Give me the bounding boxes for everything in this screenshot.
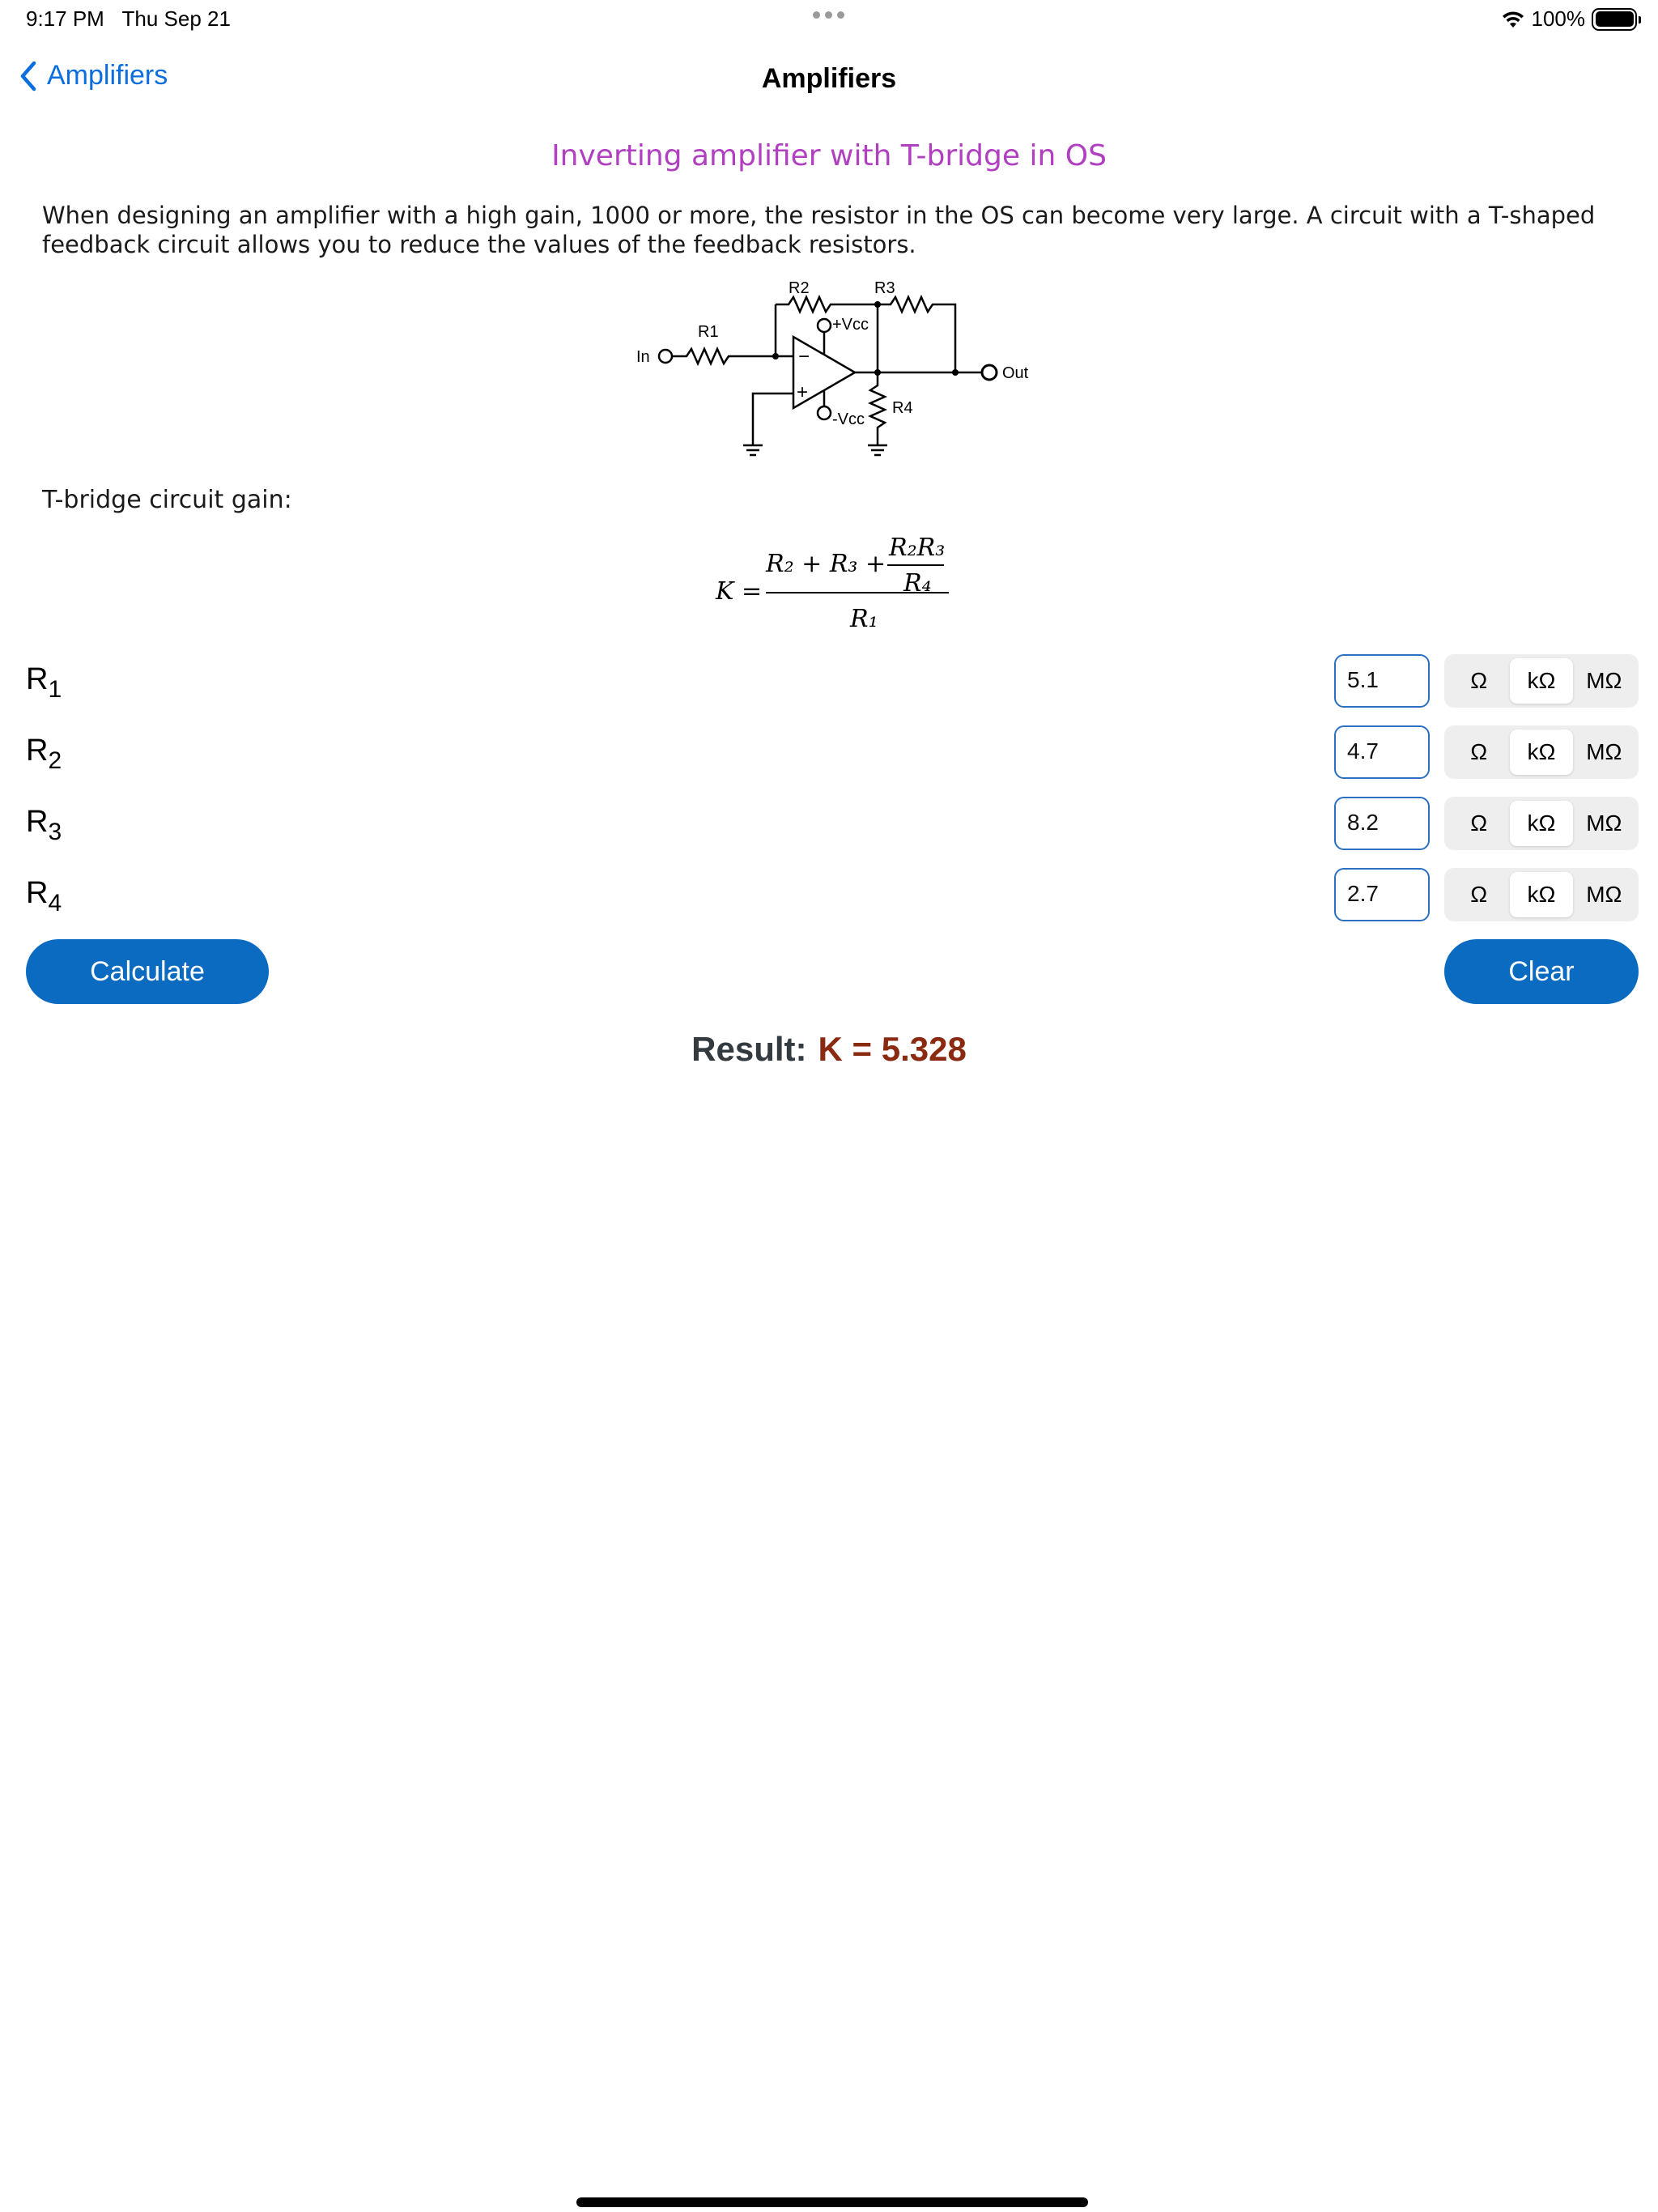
status-clock: 9:17 PM <box>26 6 104 31</box>
wifi-icon <box>1501 10 1525 29</box>
unit-ohm-option[interactable]: Ω <box>1470 810 1488 836</box>
calculate-button[interactable]: Calculate <box>26 939 269 1004</box>
back-label: Amplifiers <box>47 60 168 91</box>
formula-lhs: K = <box>716 577 763 606</box>
multitasking-dots-icon[interactable] <box>813 8 852 24</box>
r3-value-input[interactable]: 8.2 <box>1334 797 1430 850</box>
r4-unit-selector[interactable] <box>1444 868 1639 921</box>
description-text: When designing an amplifier with a high gain, 1000 or more, the resistor in the OS can become very large. A circuit with a T-shaped feedback circuit allows you to reduce the values of the feedback resistors. <box>42 202 1596 258</box>
clear-button[interactable]: Clear <box>1444 939 1639 1004</box>
unit-kohm-option[interactable]: kΩ <box>1510 658 1572 704</box>
resistor-label: $R_1$ <box>26 662 62 703</box>
resistor-row-r4 <box>0 868 1658 923</box>
label-plus: + <box>797 381 809 403</box>
section-heading: Inverting amplifier with T-bridge in OS <box>551 139 1107 172</box>
resistor-label: $R_2$ <box>26 734 62 774</box>
resistor-row-r3 <box>0 797 1658 852</box>
battery-percent: 100% <box>1531 6 1585 31</box>
home-indicator[interactable] <box>576 2197 1088 2207</box>
gain-label: T-bridge circuit gain: <box>42 486 292 514</box>
resistor-row-r2 <box>0 725 1658 781</box>
unit-kohm-option[interactable]: kΩ <box>1510 801 1572 846</box>
unit-ohm-option[interactable]: Ω <box>1470 668 1488 693</box>
label-out: Out <box>1002 364 1029 382</box>
label-vcc-pos: +Vcc <box>832 316 869 334</box>
unit-mohm-option[interactable]: MΩ <box>1586 882 1622 907</box>
battery-icon <box>1592 8 1637 31</box>
resistor-label: $R_3$ <box>26 805 62 845</box>
formula-num-left: R₂ + R₃ + <box>766 550 886 578</box>
resistor-label: $R_4$ <box>26 876 62 917</box>
r2-unit-selector[interactable] <box>1444 725 1639 779</box>
status-date: Thu Sep 21 <box>121 6 231 31</box>
label-in: In <box>636 348 650 366</box>
navigation-bar <box>0 53 1658 105</box>
unit-kohm-option[interactable]: kΩ <box>1510 872 1572 917</box>
r2-value-input[interactable]: 4.7 <box>1334 725 1430 779</box>
gain-formula <box>696 526 988 640</box>
formula-den: R₁ <box>850 605 878 633</box>
unit-mohm-option[interactable]: MΩ <box>1586 739 1622 764</box>
label-vcc-neg: -Vcc <box>832 410 865 428</box>
status-right <box>1501 6 1638 32</box>
circuit-diagram <box>615 275 1069 470</box>
unit-mohm-option[interactable]: MΩ <box>1586 810 1622 836</box>
unit-ohm-option[interactable]: Ω <box>1470 739 1488 764</box>
formula-inner-den: R₄ <box>903 569 932 598</box>
result-value: K = 5.328 <box>818 1030 967 1068</box>
input-terminal <box>659 350 672 363</box>
unit-mohm-option[interactable]: MΩ <box>1586 668 1622 693</box>
label-r1: R1 <box>698 323 719 341</box>
page-title: Amplifiers <box>761 63 897 94</box>
unit-ohm-option[interactable]: Ω <box>1470 882 1488 907</box>
label-r2: R2 <box>789 279 810 297</box>
r1-unit-selector[interactable] <box>1444 654 1639 708</box>
label-minus: − <box>798 346 810 368</box>
r1-value-input[interactable]: 5.1 <box>1334 654 1430 708</box>
result-text <box>0 1030 1658 1069</box>
r3-unit-selector[interactable] <box>1444 797 1639 850</box>
status-bar <box>0 0 1658 39</box>
result-label: Result: <box>691 1030 807 1068</box>
unit-kohm-option[interactable]: kΩ <box>1510 730 1572 775</box>
label-r4: R4 <box>892 399 913 417</box>
status-time <box>26 6 231 32</box>
resistor-row-r1 <box>0 654 1658 709</box>
r4-value-input[interactable]: 2.7 <box>1334 868 1430 921</box>
formula-inner-num: R₂R₃ <box>889 534 946 562</box>
label-r3: R3 <box>874 279 895 297</box>
